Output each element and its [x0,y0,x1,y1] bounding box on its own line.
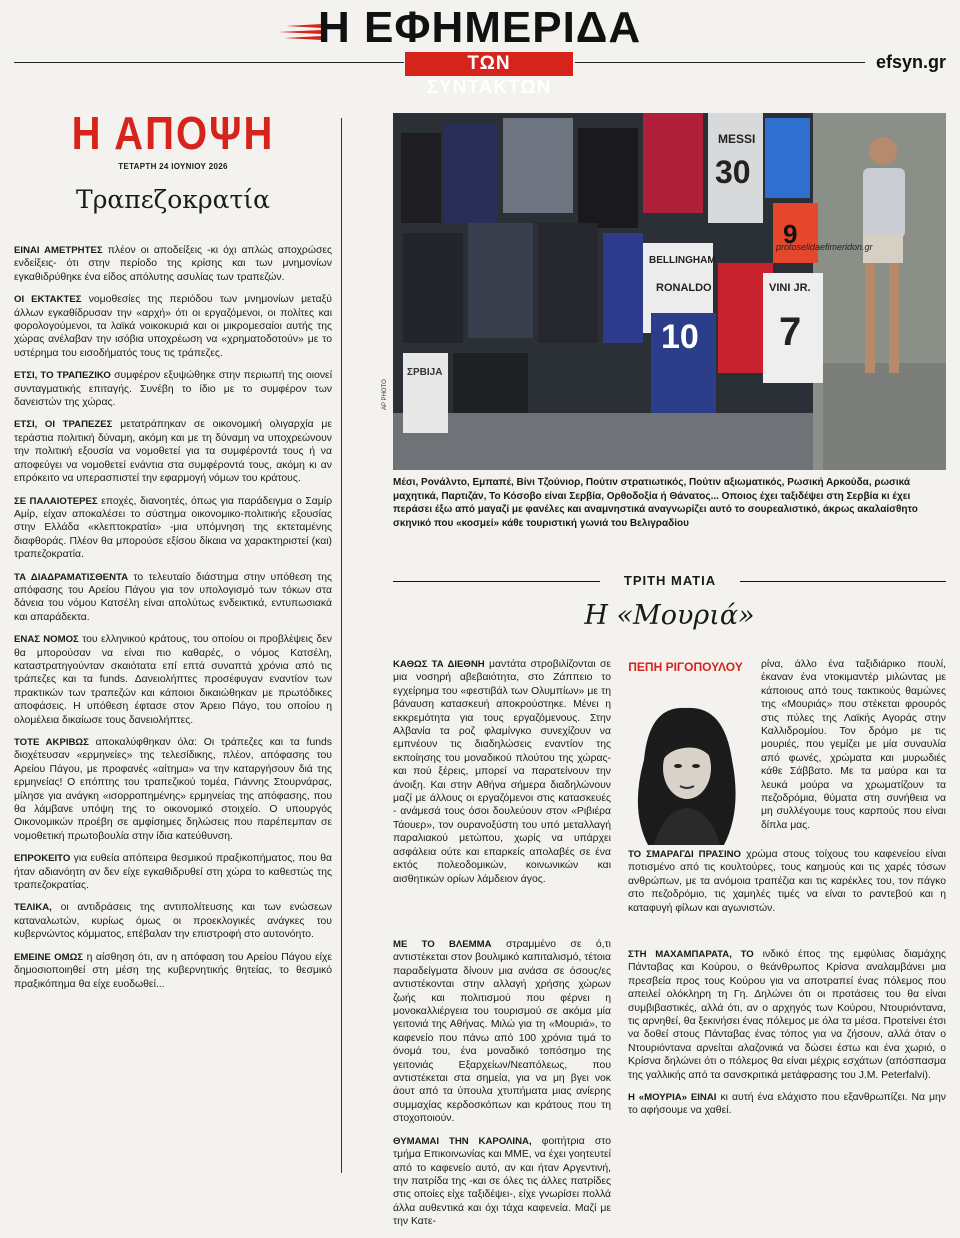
paragraph-text: μαντάτα στροβιλίζονται σε μια νοσηρή αβεβαιότητα, στο Ζάππειο το εγχείρημα του «φεστιβάλ των Ολυμπίων» με τη βάναυση κατασκευή αποκρούστηκε. Μένει η εκκρεμότητα για τους εργαζόμενους. Στην Αλβανία τα ροζ φλαμίνγκο συνεχίζουν να εμπνέουν τις διαδηλώσεις εναντίον της εκποίησης του μοναδικού πλούτου της χώρας- και πού ξέρεις, μπορεί να παρατείνουν την άνοιξη. Και στην Αθήνα σήμερα διαδηλώνουν μαζί με άλλους οι εργαζόμενοι στις κατασκευές - ανάμεσά τους όσοι δουλεύουν στον «Ριβιέρα Τάουερ», τον ουρανοξύστη του υπό μεταλλαγή παραλιακού μετώπου, χωρίς να υπάρχει ασφάλεια ούτε και επαρκείς απολαβές σε ένα εκτός πολεοδομικών, κοινωνικών και αισθητικών ορίων λάμδειον άγος. [393,659,612,885]
paragraph [14,571,332,625]
paragraph-text: συμφέρον εξυψώθηκε στην περιωπή της οιονεί συνταγματικής επιταγής. Συνέβη το ίδιο με το συμφέρον των δανειστών της χώρας. [14,370,332,409]
jersey-label: BELLINGHAM [649,255,716,266]
column-divider [341,118,342,1173]
editorial-headline: Τραπεζοκρατία [76,185,270,214]
paragraph-text: του ελληνικού κράτους, του οποίου οι προβλέψεις δεν θα μπορούσαν να είναι πιο καθαρές, ο νόμος Κατσέλη, καταστρατηγούνταν σκαιότατα επί επτά συναπτά χρόνια από τις τράπεζες και τα funds. Δανειολήπτες προσέφυγαν εναντίον των πρακτικών των τραπεζών και κάποιοι δικαιώθηκαν με πρωτόδικες αποφάσεις. Η υπόθεση έφτασε στον Άρειο Πάγο, του οποίου η ολομέλεια δικαίωσε τους δανειολήπτες. [14,634,332,726]
paragraph-text: ρίνα, άλλο ένα ταξιδιάρικο πουλί, έκαναν ένα ντοκιμαντέρ μιλώντας με κάποιους από τους τακτικούς θαμώνες της «Μουριάς» που στέκεται φρουρός στις πύλες της Λαϊκής Αγοράς στην Καλλιδρομίου. Τον δρόμο με τις μουριές, που γεμίζει με μία συναυλία από φωνές, χρώματα και μυρωδιές κάθε Σάββατο. Με τα μαύρα και τα λευκά μούρα να χρωματίζουν τα πεζοδρόμια, θύματα στη συνήθεια να μη συλλέγουμε τους καρπούς που είναι δίπλα μας. [761,659,946,831]
masthead-rule [14,62,404,63]
jersey-label: 30 [715,154,751,190]
paragraph-text: φοιτήτρια στο τμήμα Επικοινωνίας και ΜΜΕ, να έχει γοητευτεί από το καφενείο αυτό, αν και ήταν Αργεντινή, την πατρίδα της -και σε όλες τις άλλες πατρίδες στις οποίες είχε ταξιδέψει-, είχε γνωρίσει πολλά άλλα αυθεντικά και όχι τάχα καφενεία. Μαζί με την Κατε- [393,1135,611,1228]
paragraph-lead: ΕΤΣΙ, ΟΙ ΤΡΑΠΕΖΕΣ [14,419,113,431]
column-section-label: ΤΡΙΤΗ ΜΑΤΙΑ [600,573,740,588]
paragraph-text: ινδικό έπος της εμφύλιας διαμάχης Πάνταβας και Κούρου, ο θεάνθρωπος Κρίσνα αναλαμβάνει μια πρεσβεία προς τους Κούρου για να αποτραπεί ένας πόλεμος που απειλεί ολόκληρη τη Γη. Δηλώνει ότι οι προτάσεις του θα είναι συμβιβαστικές, αλλά ότι, αν ο αρχηγός των Κούρου, Ντουριόντανα, τις αρνηθεί, θα ξεκινήσει ένας πόλεμος με όλα τα μέσα. Προτείνει έτσι να δοθεί στους Πάνταβας ένας τόπος για να ζήσουν, αλλά όταν ο Ντουριόντανα αρνείται αλαζονικά να δώσει έστω και ένα χωριό, ο Κρίσνα δηλώνει ότι ο πόλεμος θα είναι μέχρις εσχάτων (απόσπασμα της γαλλικής από τα σανσκριτικά μετάφρασης του J.M. Peterfalvi). [628,949,946,1081]
paragraph-lead: ΤΟΤΕ ΑΚΡΙΒΩΣ [14,737,89,748]
paragraph-lead: ΕΜΕΙΝΕ ΟΜΩΣ [14,951,84,963]
editorial-column [14,110,332,1000]
paragraph [761,658,946,832]
market-photo [393,113,946,470]
column-text-smaragdi [628,848,946,924]
paragraph-text: στραμμένο σε ό,τι αντιστέκεται στον βουλιμικό καπιταλισμό, τέτοια παραδείγματα δίνουν μια ανάσα σε όσους/ες αντιστέκονται στην αλλαγή χρήσης χώρων ζωής και πολιτισμού που φέρνει η μονοκαλλιέργεια του τουρισμού σε ακόμα μία γειτονιά της Αθήνας. Μιλώ για τη «Μουριά», το καφενείο που πάνω από 100 χρόνια τιμά το όνομά του, ένα μοναδικό τοπόσημο της γειτονιάς Εξαρχείων/Νεαπόλεως, που αντιστέκεται στα σημεία, για να μη βγει νοκ άουτ από τα ύπουλα χτυπήματα μιας ανίερης συμμαχίας κερδοσκόπων και κράτους που τη στοχοποιούν. [393,939,611,1125]
paragraph-lead: ΚΑΘΩΣ ΤΑ ΔΙΕΘΝΗ [393,659,485,670]
column-text-right-bottom [628,948,946,1127]
paragraph-text: πλέον οι αποδείξεις -κι όχι απλώς αποχρώσες ενδείξεις- ότι στην περίοδο της κρίσης και των μνημονίων εγκαθιδρύθηκε ένα είδος απόλυτης ασυλίας των τραπεζών. [14,245,332,283]
photo-credit: AP PHOTO [382,379,388,410]
paragraph-lead: ΟΙ ΕΚΤΑΚΤΕΣ [14,294,82,306]
jersey-label: 7 [779,310,802,354]
paragraph [14,244,332,284]
site-link[interactable]: efsyn.gr [875,52,946,72]
paragraph-text: νομοθεσίες της περιόδου των μνημονίων μεταξύ άλλων εγκαθίδρυσαν την «αρχή» ότι οι εργαζόμενοι, οι πολίτες και φορολογούμενοι, τα λαϊκά νοικοκυριά και οι μικρομεσαίοι αυτής της χώρας ανέλαβαν την ισόβια υποχρέωση να «χρηματοδοτούν» με το υστέρημα του εισοδήματός τους τις τράπεζες. [14,294,332,359]
paragraph-lead: ΤΟ ΣΜΑΡΑΓΔΙ ΠΡΑΣΙΝΟ [628,849,741,860]
paragraph-text: κι αυτή ένα ελάχιστο που εξανθρωπίζει. Να μην το αφήσουμε να χαθεί. [628,1092,946,1117]
paragraph-text: χρώμα στους τοίχους του καφενείου είναι ποτισμένο από τις κουλτούρες, τους καημούς και τις χαρές τόσων ανθρώπων, με τα ανόμοια τραπέζια και τις καρέκλες του, τον πάγκο στο πεζοδρόμιο, τις χαμηλές τιμές να είναι το ραντεβού και η καταφυγή φίλων και αγωνιστών. [628,849,946,914]
paragraph [393,1135,611,1229]
editorial-body [14,244,332,991]
jersey-label: 9 [783,219,798,249]
paragraph [14,736,332,843]
paragraph-lead: ΕΙΝΑΙ ΑΜΕΤΡΗΤΕΣ [14,245,103,256]
editorial-date: ΤΕΤΑΡΤΗ 24 ΙΟΥΝΙΟΥ 2026 [118,162,228,171]
jersey-label: ΣΡΒΙЈΑ [407,367,443,378]
jerseys-photo-illustration [393,113,946,470]
paragraph [14,633,332,727]
paragraph-lead: ΕΤΣΙ, ΤΟ ΤΡΑΠΕΖΙΚΟ [14,370,111,382]
paragraph [14,951,332,991]
speed-lines-logo-icon [276,22,322,44]
paragraph-text: για ευθεία απόπειρα θεσμικού πραξικοπήματος, που θα ήταν αδιανόητη αν δεν είχε εγκαθιδρυθεί στη χώρα το καθεστώς της τραπεζοκρατίας. [14,853,332,892]
jersey-label: 10 [661,318,699,356]
paragraph-lead: Η «ΜΟΥΡΙΑ» ΕΙΝΑΙ [628,1092,717,1104]
paragraph-lead: ΕΠΡΟΚΕΙΤΟ [14,853,71,865]
photo-caption: Μέσι, Ρονάλντο, Εμπαπέ, Βίνι Τζούνιορ, Πούτιν στρατιωτικός, Πούτιν αξιωματικός, Ρωσική Αρκούδα, ρωσικά μαχητικά, Παρτιζάν, Το Κόσοβο είναι Σερβία, Ορθοδοξία ή Θάνατος... Οποιος έχει ταξιδέψει στη Σερβία κι έχει περάσει έξω από μαγαζί με φανέλες και αναμνηστικά αναγνωρίζει αυτό το σουρεαλιστικό, άκρως ακαλαίσθητο σκηνικό που «κοσμεί» κάθε τουριστική γωνιά του Βελιγραδίου [393,477,918,529]
jersey-label: MESSI [718,132,756,146]
paragraph-text: η αίσθηση ότι, αν η απόφαση του Αρείου Πάγου είχε δημοσιοποιηθεί στη μέση της κυβερνητικής θητείας, το θεσμικό πραξικόπημα θα είχε ευοδωθεί... [14,951,332,990]
paragraph-text: μετατράπηκαν σε οικονομική ολιγαρχία με τεράστια πολιτική δύναμη, ακόμη και με τη δύναμη να υποχρεώνουν την πολιτική εξουσία να νομοθετεί για τα συμφέροντά τους ή να αποφεύγει να νομοθετεί ενάντια στα συμφέροντά τους, ακόμη κι αν επρόκειτο να υπερασπιστεί την εφαρμογή νόμων του κράτους. [14,419,333,485]
paragraph-lead: ΣΕ ΠΑΛΑΙΟΤΕΡΕΣ [14,495,98,507]
paragraph [628,848,946,915]
paragraph [14,901,332,941]
editorial-section-title: Η ΑΠΟΨΗ [71,108,275,160]
column-text-left [393,658,611,895]
paragraph [14,495,332,562]
watermark: protoselidaefimeridon.gr [776,242,873,252]
paragraph [14,852,332,892]
paragraph-lead: ΕΝΑΣ ΝΟΜΟΣ [14,634,79,646]
paragraph [393,938,611,1126]
paragraph-lead: ΤΕΛΙΚΑ, [14,902,52,914]
jersey-label: VINI JR. [769,282,811,294]
paragraph [628,948,946,1082]
paragraph-lead: ΣΤΗ ΜΑΧΑΜΠΑΡΑΤΑ, ΤΟ [628,949,754,960]
paragraph-text: εποχές, διανοητές, όπως για παράδειγμα ο Σαμίρ Αμίρ, είχαν αποκαλέσει το σύστημα οικονομικο-πολιτικής εξουσίας στην Ελλάδα «κλεπτοκρατία» -μια υπόμνηση της εκτεταμένης διαφθοράς. Πλέον θα μπορούσε εξίσου δίκαια να χαρακτηριστεί (και) τραπεζοκρατία. [14,495,332,561]
paragraph [393,658,611,886]
masthead [0,0,960,98]
column-headline: Η «Μουριά» [584,600,755,631]
paragraph-text: αποκαλύφθηκαν όλα: Οι τράπεζες και τα funds διοχέτευσαν «ερμηνείες» της τελεσίδικης, πλέον, απόφασης του Αρείου Πάγου, με προφανές «αίτημα» να την καταργήσουν διά της ερμηνείας! Ο επόπτης του τραπεζικού τομέα, Γιάννης Στουρνάρας, μίλησε για ανάγκη «ισορροπημένης» ερμηνείας της απόφασης, που θα λάμβανε υπόψη της το οικονομικό στοιχείο. Ο υπουργός Οικονομικών προέβη σε αμφίσημες δηλώσεις που παρέπεμπαν σε νομοθετική πρωτοβουλία στην ίδια κατεύθυνση. [14,737,332,842]
paragraph [14,293,332,360]
paragraph-lead: ΤΑ ΔΙΑΔΡΑΜΑΤΙΣΘΕΝΤΑ [14,571,129,583]
author-box [618,660,753,845]
jersey-label: RONALDO [656,282,712,294]
paragraph-text: το τελευταίο διάστημα στην υπόθεση της απόφασης του Αρείου Πάγου για τον υπολογισμό των τόκων στα δάνεια του νόμου Κατσέλη είναι απολύτως ενδεικτικά, εντυπωσιακά και απαράδεκτα. [14,571,332,623]
paragraph-text: οι αντιδράσεις της αντιπολίτευσης και των ενώσεων καταναλωτών, κυρίως όμως οι προεκλογικές ανάγκες του κυβερνώντος κόμματος, επέβαλαν την επιστροφή στο αυτονόητο. [14,902,332,941]
paragraph [14,369,332,409]
author-name: ΠΕΠΗ ΡΙΓΟΠΟΥΛΟΥ [628,660,743,674]
paragraph-lead: ΘΥΜΑΜΑΙ ΤΗΝ ΚΑΡΟΛΙΝΑ, [393,1135,532,1147]
newspaper-title: Η ΕΦΗΜΕΡΙΔΑ [318,3,642,52]
paragraph-lead: ΜΕ ΤΟ ΒΛΕΜΜΑ [393,939,492,950]
paragraph [628,1091,946,1118]
column-text-left-bottom [393,938,611,1238]
newspaper-subtitle: ΤΩΝ ΣΥΝΤΑΚΤΩΝ [405,52,573,76]
masthead-rule [575,62,865,63]
paragraph [14,418,332,485]
column-text-right-top [761,658,946,841]
author-portrait [624,700,748,845]
